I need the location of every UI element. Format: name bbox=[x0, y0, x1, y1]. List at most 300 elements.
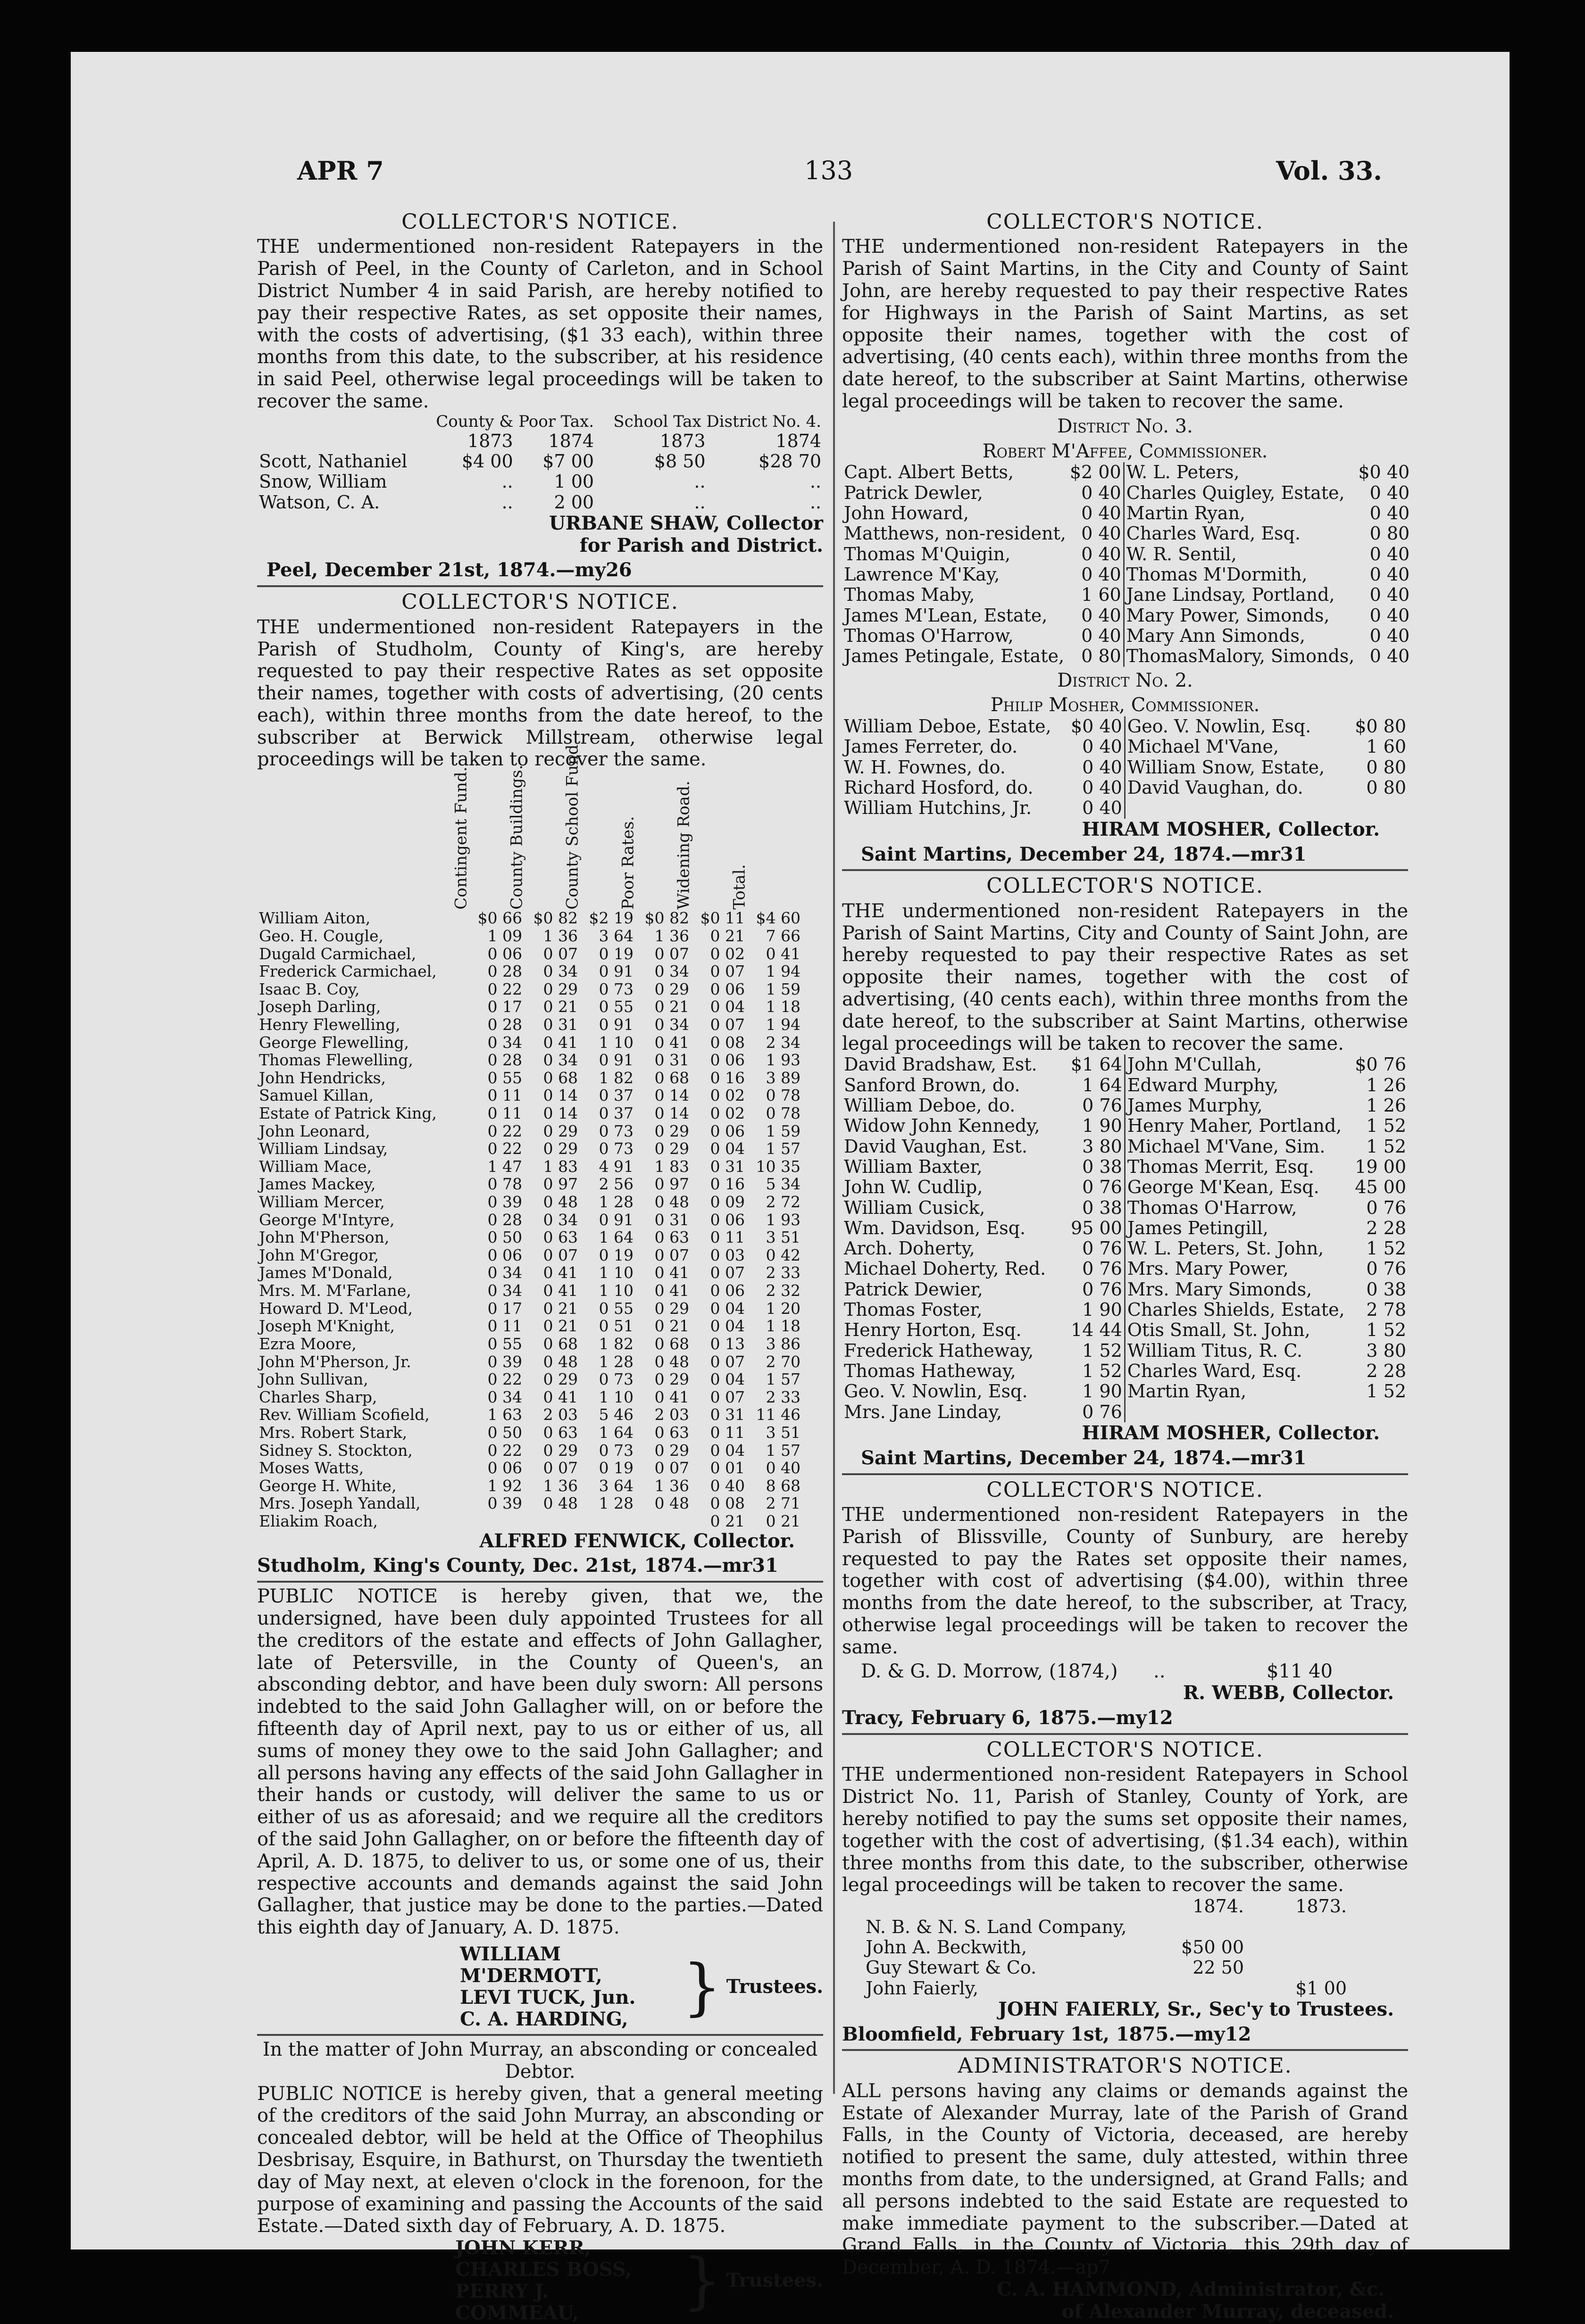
trustee-name: WILLIAM M'DERMOTT, bbox=[460, 1942, 602, 1987]
sm2-heading: COLLECTOR'S NOTICE. bbox=[986, 874, 1264, 898]
saint-martins-highways-notice bbox=[842, 210, 1408, 865]
rate-value: 0 40 bbox=[1369, 543, 1410, 564]
table-row bbox=[1126, 1320, 1408, 1340]
rate-value: 0 40 bbox=[1369, 482, 1410, 503]
rate-value: 1 93 bbox=[766, 1210, 801, 1229]
peel-table bbox=[257, 413, 823, 513]
rate-value: 1 18 bbox=[766, 1317, 801, 1336]
rate-value: 0 40 bbox=[1081, 564, 1121, 585]
separator bbox=[842, 2049, 1408, 2051]
ratepayer-name: Charles Sharp, bbox=[259, 1387, 377, 1406]
rate-value: 2 72 bbox=[766, 1193, 801, 1212]
table-row bbox=[257, 1193, 802, 1211]
rate-value: 0 41 bbox=[654, 1281, 689, 1300]
ratepayer-name: Jane Lindsay, Portland, bbox=[1126, 584, 1335, 606]
rate-value: $7 00 bbox=[542, 450, 594, 472]
blissville-row bbox=[861, 1660, 1408, 1683]
ratepayer-name: Mrs. Mary Power, bbox=[1127, 1258, 1289, 1279]
ratepayer-name: W. R. Sentil, bbox=[1126, 543, 1237, 564]
rate-value: 0 07 bbox=[543, 1459, 578, 1477]
rate-value: 0 38 bbox=[1366, 1278, 1406, 1300]
table-row bbox=[257, 1424, 802, 1442]
ratepayer-name: W. H. Fownes, do. bbox=[844, 756, 1006, 778]
rate-value: 0 08 bbox=[710, 1494, 745, 1513]
ratepayer-name: James M'Donald, bbox=[259, 1263, 393, 1282]
sm2-date: Saint Martins, December 24, 1874.—mr31 bbox=[861, 1446, 1307, 1469]
ratepayer-name: Mrs. Mary Simonds, bbox=[1127, 1278, 1312, 1300]
table-row bbox=[1126, 757, 1408, 778]
administrator-heading: ADMINISTRATOR'S NOTICE. bbox=[958, 2054, 1293, 2078]
rate-value: 0 40 bbox=[1369, 646, 1410, 667]
ratepayer-name: Thomas Foster, bbox=[844, 1299, 983, 1320]
column-rule bbox=[833, 222, 835, 2094]
ratepayer-name: James Murphy, bbox=[1127, 1095, 1263, 1116]
rate-value: 0 03 bbox=[710, 1245, 745, 1264]
table-row bbox=[1125, 483, 1412, 503]
rate-value: 0 39 bbox=[487, 1494, 522, 1513]
rate-value: 1 28 bbox=[599, 1193, 634, 1212]
rate-value: $1 00 bbox=[1295, 1977, 1347, 1999]
rate-value: 2 32 bbox=[766, 1281, 801, 1300]
rate-value: 0 40 bbox=[1082, 736, 1122, 757]
administrator-signer-of: of Alexander Murray, deceased. bbox=[1061, 2300, 1394, 2323]
ratepayer-name: Thomas O'Harrow, bbox=[1127, 1197, 1297, 1218]
table-row bbox=[866, 1937, 1349, 1958]
rate-value: 0 01 bbox=[710, 1459, 745, 1477]
rate-value: 0 28 bbox=[487, 1051, 522, 1070]
rate-value: 1 52 bbox=[1082, 1361, 1122, 1382]
rate-value: 1 52 bbox=[1366, 1136, 1406, 1157]
table-row bbox=[866, 1978, 1349, 1999]
rate-value: 0 76 bbox=[1082, 1401, 1122, 1422]
peel-year: 1874 bbox=[776, 430, 821, 451]
ratepayer-name: Martin Ryan, bbox=[1126, 503, 1245, 524]
rate-value: 2 70 bbox=[766, 1352, 801, 1371]
table-row bbox=[842, 1238, 1125, 1259]
rate-value: 3 51 bbox=[766, 1228, 801, 1247]
stanley-body: THE undermentioned non-resident Ratepayers in School District No. 11, Parish of Stanley, County of York, are hereby notified to pay the sums set opposite their names, together with the cost of advertising, ($1.34 each), within three months from this date, to the subscriber, otherwise legal proceedings will be taken to recover the same. bbox=[842, 1764, 1408, 1896]
studholm-date: Studholm, King's County, Dec. 21st, 1874.—mr31 bbox=[257, 1554, 778, 1577]
table-row bbox=[257, 909, 802, 927]
rate-value: 0 29 bbox=[654, 1370, 689, 1389]
rate-value: 19 00 bbox=[1355, 1156, 1406, 1177]
table-row bbox=[842, 523, 1124, 544]
peel-year: 1873 bbox=[659, 430, 706, 451]
rate-value: 0 07 bbox=[710, 1015, 745, 1034]
studholm-col-header: County Buildings. bbox=[507, 764, 526, 910]
rate-value: 0 04 bbox=[710, 1317, 745, 1336]
ratepayer-name: Geo. V. Nowlin, Esq. bbox=[844, 1381, 1028, 1402]
rate-value: 1 52 bbox=[1082, 1340, 1122, 1361]
rate-value: 0 34 bbox=[543, 962, 578, 981]
blissville-row-name: D. & G. D. Morrow, (1874,) bbox=[861, 1660, 1118, 1682]
gallagher-notice bbox=[257, 1585, 823, 2030]
ratepayer-name: N. B. & N. S. Land Company, bbox=[866, 1916, 1127, 1937]
ratepayer-name: Arch. Doherty, bbox=[844, 1238, 975, 1259]
table-row bbox=[257, 945, 802, 963]
ratepayer-name: Otis Small, St. John, bbox=[1127, 1320, 1310, 1341]
rate-value: 3 89 bbox=[766, 1068, 801, 1087]
table-row bbox=[842, 1381, 1125, 1402]
ratepayer-name: David Vaughan, do. bbox=[1127, 777, 1303, 798]
table-row bbox=[842, 503, 1124, 523]
rate-value: 0 06 bbox=[710, 1210, 745, 1229]
stanley-signer: JOHN FAIERLY, Sr., Sec'y to Trustees. bbox=[998, 1998, 1394, 2020]
ratepayer-name: Thomas Hatheway, bbox=[844, 1361, 1016, 1382]
separator bbox=[842, 1733, 1408, 1735]
ratepayer-name: John M'Pherson, Jr. bbox=[259, 1352, 411, 1371]
rate-value: 0 07 bbox=[654, 944, 689, 963]
ratepayer-name: Geo. V. Nowlin, Esq. bbox=[1127, 716, 1311, 737]
rate-value: 0 16 bbox=[710, 1068, 745, 1087]
administrator-signer: C. A. HAMMOND, Administrator, &c. bbox=[996, 2278, 1385, 2301]
ratepayer-name: Mrs. M. M'Farlane, bbox=[259, 1281, 411, 1300]
rate-value bbox=[580, 1512, 635, 1530]
ratepayer-name: Charles Ward, Esq. bbox=[1127, 1361, 1302, 1382]
ratepayer-name: David Vaughan, Est. bbox=[844, 1136, 1027, 1157]
ratepayer-name: Thomas Flewelling, bbox=[259, 1051, 413, 1070]
table-row bbox=[842, 1320, 1125, 1340]
peel-signer: URBANE SHAW, Collector bbox=[549, 512, 823, 534]
table-row bbox=[842, 1198, 1125, 1218]
table-row bbox=[257, 451, 823, 472]
rate-value: 0 34 bbox=[487, 1387, 522, 1406]
rate-value: 1 63 bbox=[487, 1405, 522, 1424]
rate-value: 0 38 bbox=[1082, 1156, 1122, 1177]
rate-value: 1 28 bbox=[599, 1494, 634, 1513]
rate-value: 0 29 bbox=[654, 1299, 689, 1318]
rate-value: $2 00 bbox=[1069, 462, 1121, 483]
rate-value: $28 70 bbox=[759, 450, 821, 472]
rate-value: 0 29 bbox=[543, 1139, 578, 1158]
ratepayer-name: Frederick Carmichael, bbox=[259, 962, 437, 981]
rate-value: 0 97 bbox=[654, 1175, 689, 1194]
rate-value: $0 11 bbox=[700, 909, 745, 928]
ratepayer-name: Henry Flewelling, bbox=[259, 1015, 400, 1034]
rate-value: 0 21 bbox=[710, 926, 745, 945]
sm1-body: THE undermentioned non-resident Ratepayers in the Parish of Saint Martins, in the City and County of Saint John, are hereby requested to pay their respective Rates for Highways in the Parish of Saint Martins, as set opposite their names, together with the cost of advertising, (40 cents each), within three months from the date hereof, to the subscriber at Saint Martins, otherwise legal proceedings will be taken to recover the same. bbox=[842, 236, 1408, 413]
rate-value: 0 55 bbox=[487, 1068, 522, 1087]
table-row bbox=[257, 1494, 802, 1512]
rate-value: 0 07 bbox=[543, 1245, 578, 1264]
gallagher-trustees bbox=[460, 1943, 823, 2030]
trustee-name: C. A. HARDING, bbox=[460, 2008, 628, 2030]
rate-value: 0 42 bbox=[766, 1245, 801, 1264]
rate-value: 0 73 bbox=[599, 1121, 634, 1140]
rate-value: 0 06 bbox=[487, 1459, 522, 1477]
ratepayer-name: James M'Lean, Estate, bbox=[844, 605, 1048, 626]
ratepayer-name: Thomas M'Dormith, bbox=[1126, 564, 1308, 585]
table-row bbox=[842, 1177, 1125, 1197]
table-row bbox=[257, 927, 802, 945]
rate-value: 0 48 bbox=[654, 1494, 689, 1513]
rate-value: 0 80 bbox=[1366, 756, 1406, 778]
table-row bbox=[842, 1259, 1125, 1279]
rate-value: 0 21 bbox=[654, 997, 689, 1016]
table-row bbox=[842, 1116, 1125, 1136]
rate-value: 0 73 bbox=[599, 979, 634, 998]
studholm-col-header: Contingent Fund. bbox=[451, 766, 471, 910]
blissville-row-dots: .. bbox=[1153, 1660, 1166, 1682]
rate-value: 0 21 bbox=[543, 1299, 578, 1318]
rate-value: 0 04 bbox=[710, 1441, 745, 1460]
brace-glyph: } bbox=[682, 1950, 722, 2023]
rate-value: 1 90 bbox=[1082, 1299, 1122, 1320]
studholm-col-header: Widening Road. bbox=[674, 780, 693, 910]
table-row bbox=[842, 1075, 1125, 1096]
rate-value: 0 41 bbox=[543, 1263, 578, 1282]
murray-meeting-notice bbox=[257, 2039, 823, 2324]
table-row bbox=[1126, 1137, 1408, 1157]
rate-value: 0 76 bbox=[1082, 1258, 1122, 1279]
rate-value: 0 11 bbox=[487, 1104, 522, 1122]
rate-value: 0 17 bbox=[487, 997, 522, 1016]
rate-value: 0 55 bbox=[599, 997, 634, 1016]
rate-value: 0 34 bbox=[487, 1263, 522, 1282]
rate-value: $1 64 bbox=[1070, 1054, 1122, 1075]
table-row bbox=[257, 1282, 802, 1300]
rate-value: 2 78 bbox=[1366, 1299, 1406, 1320]
administrator-body: ALL persons having any claims or demands against the Estate of Alexander Murray, late of the Parish of Grand Falls, in the County of Victoria, deceased, are hereby notified to present the same, duly attested, within three months from date, to the undersigned, at Grand Falls; and all persons indebted to the said Estate are requested to make immediate payment to the subscriber.—Dated at Grand Falls, in the County of Victoria, this 29th day of December, A. D. 1874.—ap7 bbox=[842, 2080, 1408, 2279]
rate-value: 0 41 bbox=[766, 944, 801, 963]
rate-value: 1 52 bbox=[1366, 1115, 1406, 1137]
rate-value: 3 64 bbox=[599, 926, 634, 945]
rate-value: 0 34 bbox=[543, 1210, 578, 1229]
rate-value: 1 00 bbox=[554, 471, 594, 492]
rate-value: 0 31 bbox=[710, 1157, 745, 1176]
trustees-role: Trustees. bbox=[726, 2269, 823, 2291]
rate-value: 0 40 bbox=[766, 1459, 801, 1477]
table-row bbox=[257, 1069, 802, 1087]
table-row bbox=[257, 1228, 802, 1246]
trustee-name: LEVI TUCK, Jun. bbox=[460, 1986, 636, 2009]
rate-value: 0 17 bbox=[487, 1299, 522, 1318]
table-row bbox=[1126, 1218, 1408, 1238]
rate-value: 1 93 bbox=[766, 1051, 801, 1070]
rate-value: $0 40 bbox=[1358, 462, 1410, 483]
table-row bbox=[1126, 1279, 1408, 1300]
ratepayer-name: Watson, C. A. bbox=[259, 491, 380, 513]
table-row bbox=[1126, 1238, 1408, 1259]
table-row bbox=[1125, 606, 1412, 626]
blissville-signer: R. WEBB, Collector. bbox=[1183, 1682, 1394, 1704]
ratepayer-name: John A. Beckwith, bbox=[866, 1936, 1027, 1958]
rate-value: 1 52 bbox=[1366, 1238, 1406, 1259]
table-row bbox=[866, 1958, 1349, 1978]
murray-title: In the matter of John Murray, an absconding or concealed Debtor. bbox=[262, 2038, 818, 2083]
rate-value: 0 78 bbox=[766, 1086, 801, 1105]
rate-value: 0 68 bbox=[654, 1334, 689, 1353]
ratepayer-name: W. L. Peters, St. John, bbox=[1127, 1238, 1324, 1259]
page-number: 133 bbox=[804, 156, 853, 185]
rate-value: .. bbox=[501, 491, 513, 513]
studholm-body: THE undermentioned non-resident Ratepayers in the Parish of Studholm, County of King's, are hereby requested to pay their respective Rates as set opposite their names, together with costs of advertising, (20 cents each), within three months from the date hereof, to the subscriber at Berwick Millstream, otherwise legal proceedings will be taken to recover the same. bbox=[257, 616, 823, 771]
rate-value: 0 40 bbox=[1082, 756, 1122, 778]
rate-value: $0 82 bbox=[644, 909, 689, 928]
ratepayer-name: Matthews, non-resident, bbox=[844, 523, 1066, 544]
ratepayer-name: William Cusick, bbox=[844, 1197, 985, 1218]
table-row bbox=[257, 998, 802, 1016]
rate-value: $0 80 bbox=[1355, 716, 1406, 737]
rate-value: 0 07 bbox=[710, 1352, 745, 1371]
sm1-signer: HIRAM MOSHER, Collector. bbox=[1082, 818, 1380, 840]
rate-value: 0 41 bbox=[543, 1281, 578, 1300]
separator bbox=[257, 1581, 823, 1583]
rate-value bbox=[1152, 1917, 1246, 1937]
sm2-body: THE undermentioned non-resident Ratepayers in the Parish of Saint Martins, City and County of Saint John, are hereby requested to pay their respective Rates as set opposite their names, together with the cost of advertising, (40 cents each), within three months from the date hereof, to the subscriber at Saint Martins, otherwise legal proceedings will be taken to recover the same. bbox=[842, 900, 1408, 1054]
table-row bbox=[842, 606, 1124, 626]
table-row bbox=[1125, 626, 1412, 646]
rate-value: $0 66 bbox=[477, 909, 522, 928]
rate-value: 0 34 bbox=[487, 1033, 522, 1052]
rate-value: 0 22 bbox=[487, 1441, 522, 1460]
rate-value: 0 40 bbox=[710, 1476, 745, 1495]
rate-value: 0 21 bbox=[543, 1317, 578, 1336]
rate-value: 0 63 bbox=[543, 1228, 578, 1247]
ratepayer-name: William Snow, Estate, bbox=[1127, 756, 1325, 778]
rate-value: 0 78 bbox=[766, 1104, 801, 1122]
rate-value: 1 52 bbox=[1366, 1381, 1406, 1402]
rate-value: 1 10 bbox=[599, 1281, 634, 1300]
rate-value: 0 91 bbox=[599, 962, 634, 981]
rate-value: 3 86 bbox=[766, 1334, 801, 1353]
rate-value: 1 59 bbox=[766, 1121, 801, 1140]
table-row bbox=[842, 646, 1124, 666]
table-row bbox=[257, 1335, 802, 1353]
rate-value: 0 19 bbox=[599, 1245, 634, 1264]
rate-value: 1 83 bbox=[654, 1157, 689, 1176]
ratepayer-name: Mrs. Robert Stark, bbox=[259, 1423, 408, 1442]
table-row bbox=[1126, 1177, 1408, 1197]
left-column bbox=[257, 210, 823, 2324]
table-row bbox=[257, 980, 802, 998]
rate-value: 0 97 bbox=[543, 1175, 578, 1194]
trustee-name: PERRY J. COMMEAU, bbox=[455, 2280, 579, 2324]
rate-value: 0 19 bbox=[599, 1459, 634, 1477]
ratepayer-name: Richard Hosford, do. bbox=[844, 777, 1034, 798]
rate-value: 0 29 bbox=[543, 1441, 578, 1460]
rate-value: 0 80 bbox=[1366, 777, 1406, 798]
saint-martins-rates-notice bbox=[842, 874, 1408, 1469]
ratepayer-name: ThomasMalory, Simonds, bbox=[1126, 646, 1355, 667]
rate-value: 10 35 bbox=[756, 1157, 801, 1176]
rate-value: 0 07 bbox=[710, 962, 745, 981]
table-row bbox=[842, 462, 1124, 482]
rate-value: 0 51 bbox=[599, 1317, 634, 1336]
table-row bbox=[257, 1442, 802, 1460]
rate-value: 0 48 bbox=[543, 1352, 578, 1371]
ratepayer-name: Henry Horton, Esq. bbox=[844, 1320, 1022, 1341]
rate-value: 0 29 bbox=[543, 1370, 578, 1389]
page-date: APR 7 bbox=[297, 156, 384, 186]
ratepayer-name: Howard D. M'Leod, bbox=[259, 1299, 413, 1318]
table-row bbox=[1126, 716, 1408, 737]
rate-value: 0 11 bbox=[710, 1423, 745, 1442]
rate-value: 0 04 bbox=[710, 1370, 745, 1389]
sm1-heading: COLLECTOR'S NOTICE. bbox=[986, 210, 1264, 234]
rate-value: 0 80 bbox=[1081, 646, 1121, 667]
rate-value: 0 48 bbox=[654, 1352, 689, 1371]
rate-value: 0 34 bbox=[487, 1281, 522, 1300]
ratepayer-name: James Ferreter, do. bbox=[844, 736, 1018, 757]
table-row bbox=[257, 1406, 802, 1424]
peel-body: THE undermentioned non-resident Ratepayers in the Parish of Peel, in the County of Carleton, and in School District Number 4 in said Parish, are hereby notified to pay their respective Rates, as set opposite their names, with the costs of advertising, ($1 33 each), within three months from this date, to the subscriber, at his residence in said Peel, otherwise legal proceedings will be taken to recover the same. bbox=[257, 236, 823, 413]
studholm-col-header: Total. bbox=[730, 864, 749, 910]
separator bbox=[842, 869, 1408, 871]
rate-value: 2 56 bbox=[599, 1175, 634, 1194]
rate-value: 1 94 bbox=[766, 962, 801, 981]
rate-value: 0 34 bbox=[543, 1051, 578, 1070]
ratepayer-name: George M'Kean, Esq. bbox=[1127, 1177, 1319, 1198]
rate-value: 1 64 bbox=[1082, 1074, 1122, 1096]
table-row bbox=[842, 1157, 1125, 1177]
ratepayer-name: David Bradshaw, Est. bbox=[844, 1054, 1037, 1075]
trustee-name: CHARLES BOSS, bbox=[455, 2258, 632, 2281]
rate-value bbox=[1246, 1917, 1349, 1937]
rate-value: 0 21 bbox=[654, 1317, 689, 1336]
rate-value: 0 31 bbox=[710, 1405, 745, 1424]
right-column bbox=[842, 210, 1408, 2323]
rate-value: 3 64 bbox=[599, 1476, 634, 1495]
rate-value: 1 64 bbox=[599, 1423, 634, 1442]
table-row bbox=[1126, 778, 1408, 798]
table-row bbox=[842, 737, 1125, 757]
table-row bbox=[842, 483, 1124, 503]
ratepayer-name: John Howard, bbox=[844, 503, 969, 524]
table-row bbox=[1125, 646, 1412, 666]
table-row bbox=[842, 1096, 1125, 1116]
rate-value: 0 07 bbox=[654, 1459, 689, 1477]
table-row bbox=[842, 757, 1125, 778]
peel-heading: COLLECTOR'S NOTICE. bbox=[401, 210, 679, 234]
ratepayer-name: Martin Ryan, bbox=[1127, 1381, 1247, 1402]
table-row bbox=[842, 1341, 1125, 1361]
ratepayer-name: James Petingale, Estate, bbox=[844, 646, 1065, 667]
ratepayer-name: Guy Stewart & Co. bbox=[866, 1957, 1037, 1978]
studholm-heading: COLLECTOR'S NOTICE. bbox=[401, 590, 679, 614]
ratepayer-name: Thomas M'Quigin, bbox=[844, 543, 1011, 564]
rate-value: 0 21 bbox=[766, 1512, 801, 1530]
rate-value: 0 38 bbox=[1082, 1197, 1122, 1218]
table-row bbox=[842, 1279, 1125, 1300]
ratepayer-name: Charles Shields, Estate, bbox=[1127, 1299, 1345, 1320]
studholm-col-header: Poor Rates. bbox=[618, 816, 638, 910]
rate-value: 0 40 bbox=[1081, 543, 1121, 564]
ratepayer-name: William Mercer, bbox=[259, 1193, 385, 1212]
rate-value: 0 22 bbox=[487, 1121, 522, 1140]
rate-value: 0 40 bbox=[1081, 605, 1121, 626]
rate-value: 0 28 bbox=[487, 1210, 522, 1229]
rate-value: $0 40 bbox=[1070, 716, 1122, 737]
rate-value: 1 90 bbox=[1082, 1381, 1122, 1402]
rate-value: 0 41 bbox=[654, 1387, 689, 1406]
rate-value: 0 91 bbox=[599, 1051, 634, 1070]
rate-value: 0 06 bbox=[487, 1245, 522, 1264]
ratepayer-name: William Baxter, bbox=[844, 1156, 983, 1177]
rate-value: 0 07 bbox=[710, 1263, 745, 1282]
table-row bbox=[257, 472, 823, 492]
blissville-notice bbox=[842, 1478, 1408, 1729]
rate-value: 1 47 bbox=[487, 1157, 522, 1176]
rate-value: 0 76 bbox=[1082, 1095, 1122, 1116]
rate-value: 0 06 bbox=[710, 979, 745, 998]
rate-value: 1 57 bbox=[766, 1441, 801, 1460]
ratepayer-name: Mrs. Jane Linday, bbox=[844, 1401, 1002, 1422]
rate-value: 2 71 bbox=[766, 1494, 801, 1513]
ratepayer-name: John Sullivan, bbox=[259, 1370, 368, 1389]
rate-value: 0 29 bbox=[654, 1121, 689, 1140]
blissville-body: THE undermentioned non-resident Ratepayers in the Parish of Blissville, County of Sunbury, are hereby requested to pay the Rates set opposite their names, together with cost of advertising ($4.00), within three months from the date hereof, to the subscriber, at Tracy, otherwise legal proceedings will be taken to recover the same. bbox=[842, 1504, 1408, 1658]
